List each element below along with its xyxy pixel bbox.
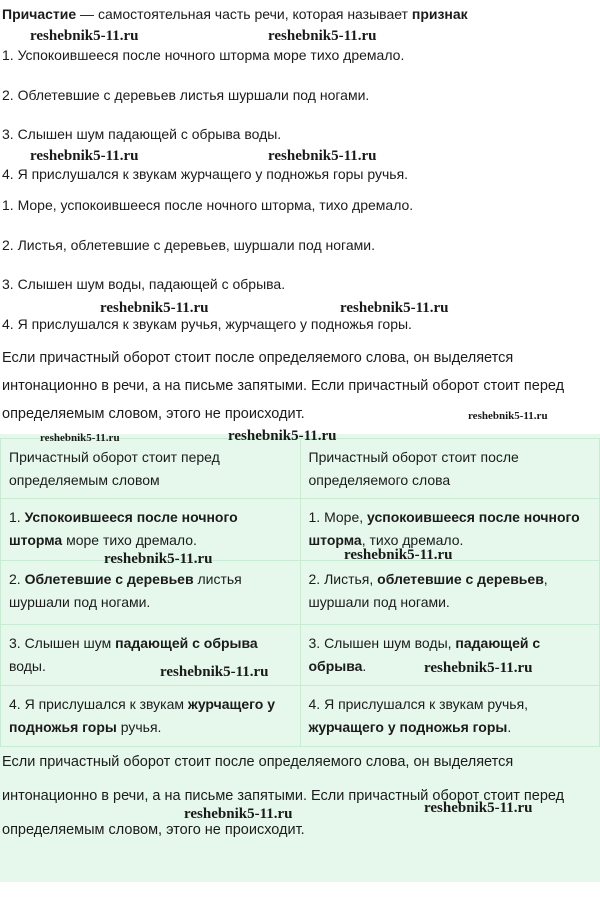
watermark: reshebnik5-11.ru bbox=[340, 300, 449, 316]
header-before: Причастный оборот стоит перед определяемым словом bbox=[1, 439, 301, 499]
cell-after-3: 3. Слышен шум воды, падающей с обрыва. bbox=[300, 625, 600, 686]
original-sentence-1: 1. Успокоившееся после ночного шторма море тихо дремало. bbox=[2, 47, 405, 63]
table-row bbox=[1, 686, 600, 747]
header-after: Причастный оборот стоит после определяемого слова bbox=[300, 439, 600, 499]
rewritten-sentence-1: 1. Море, успокоившееся после ночного шторма, тихо дремало. bbox=[2, 197, 414, 213]
cell-before-2: 2. Облетевшие с деревьев листья шуршали под ногами. bbox=[1, 561, 301, 625]
rewritten-sentence-4: 4. Я прислушался к звукам ручья, журчащего у подножья горы. bbox=[2, 316, 412, 332]
rewritten-sentence-2: 2. Листья, облетевшие с деревьев, шуршали под ногами. bbox=[2, 237, 375, 253]
watermark: reshebnik5-11.ru bbox=[184, 806, 293, 822]
intro-bold-tail: признак bbox=[411, 6, 468, 22]
watermark: reshebnik5-11.ru bbox=[100, 300, 209, 316]
watermark: reshebnik5-11.ru bbox=[30, 28, 139, 44]
watermark: reshebnik5-11.ru bbox=[424, 660, 533, 676]
watermark: reshebnik5-11.ru bbox=[424, 800, 533, 816]
watermark: reshebnik5-11.ru bbox=[40, 432, 120, 444]
comparison-table bbox=[0, 438, 600, 747]
watermark: reshebnik5-11.ru bbox=[228, 428, 337, 444]
table-row bbox=[1, 499, 600, 561]
watermark: reshebnik5-11.ru bbox=[104, 551, 213, 567]
rewritten-sentence-3: 3. Слышен шум воды, падающей с обрыва. bbox=[2, 276, 286, 292]
watermark: reshebnik5-11.ru bbox=[160, 664, 269, 680]
original-sentence-3: 3. Слышен шум падающей с обрыва воды. bbox=[2, 126, 282, 142]
watermark: reshebnik5-11.ru bbox=[268, 148, 377, 164]
watermark: reshebnik5-11.ru bbox=[468, 410, 548, 422]
original-sentence-4: 4. Я прислушался к звукам журчащего у подножья горы ручья. bbox=[2, 166, 409, 182]
rule-paragraph: Если причастный оборот стоит после определяемого слова, он выделяется интонационно в речи, а на письме запятыми. Если причастный оборот стоит перед определяемым словом, этого не происходит. bbox=[2, 350, 565, 422]
watermark: reshebnik5-11.ru bbox=[344, 547, 453, 563]
bottom-rule-paragraph: Если причастный оборот стоит после определяемого слова, он выделяется интонационно в речи, а на письме запятыми. Если причастный оборот стоит перед определяемым словом, этого не происходит. bbox=[2, 754, 565, 838]
watermark: reshebnik5-11.ru bbox=[268, 28, 377, 44]
cell-after-4: 4. Я прислушался к звукам ручья, журчащего у подножья горы. bbox=[300, 686, 600, 747]
cell-before-3: 3. Слышен шум падающей с обрыва воды. bbox=[1, 625, 301, 686]
cell-after-1: 1. Море, успокоившееся после ночного шторма, тихо дремало. bbox=[300, 499, 600, 561]
original-sentence-2: 2. Облетевшие с деревьев листья шуршали под ногами. bbox=[2, 87, 370, 103]
table-row bbox=[1, 561, 600, 625]
term-participle: Причастие bbox=[2, 6, 77, 22]
intro-text: — самостоятельная часть речи, которая называет bbox=[76, 6, 412, 22]
cell-before-1: 1. Успокоившееся после ночного шторма море тихо дремало. bbox=[1, 499, 301, 561]
watermark: reshebnik5-11.ru bbox=[30, 148, 139, 164]
cell-after-2: 2. Листья, облетевшие с деревьев, шуршали под ногами. bbox=[300, 561, 600, 625]
cell-before-4: 4. Я прислушался к звукам журчащего у подножья горы ручья. bbox=[1, 686, 301, 747]
table-header-row bbox=[1, 439, 600, 499]
intro-line bbox=[2, 6, 468, 22]
